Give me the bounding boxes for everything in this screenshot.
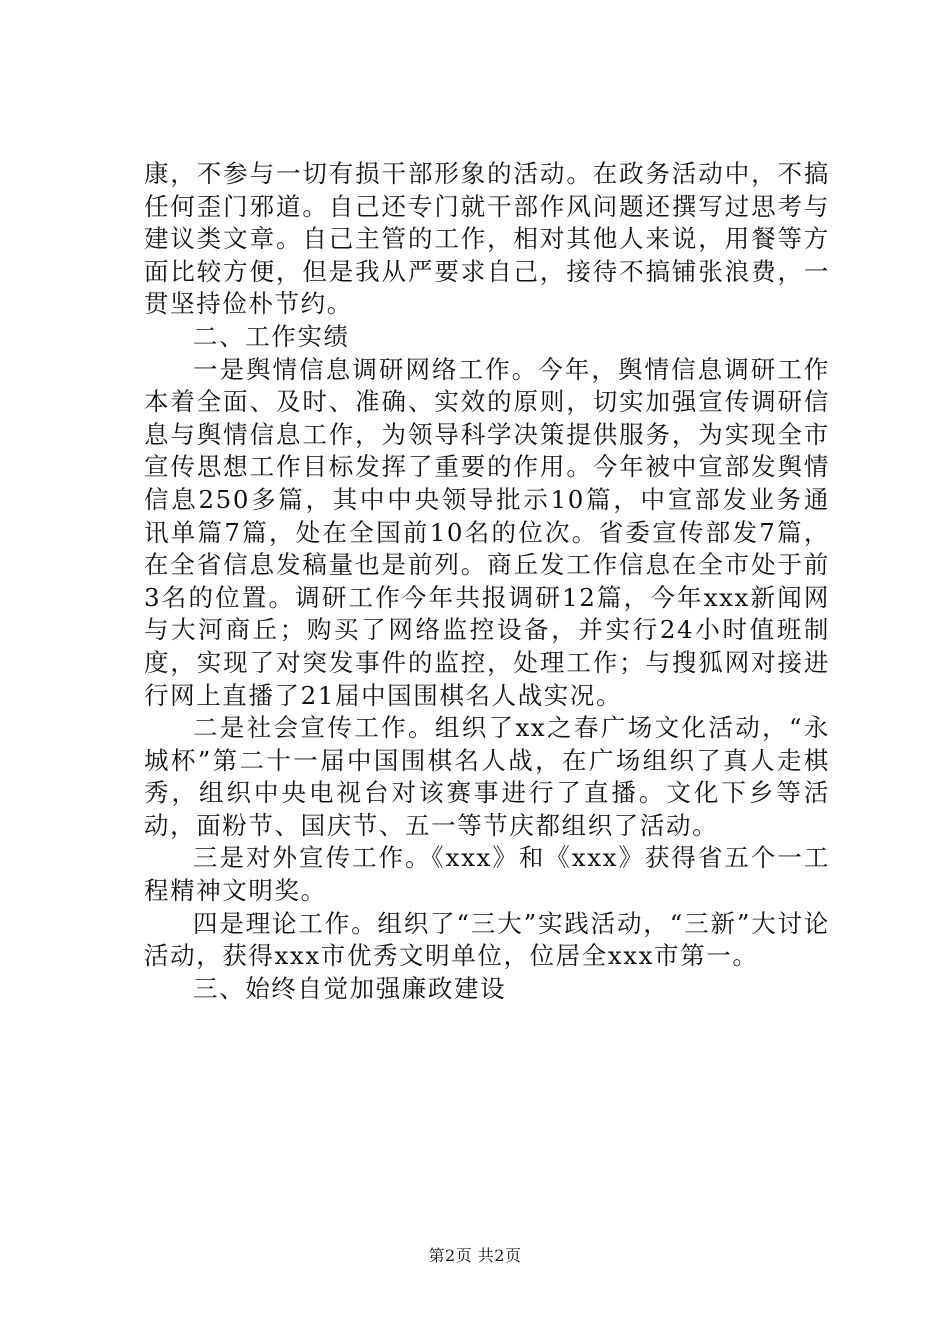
paragraph-social-publicity-work: 二是社会宣传工作。组织了xx之春广场文化活动，“永城杯”第二十一届中国围棋名人战，在广场组织了真人走棋秀，组织中央电视台对该赛事进行了直播。文化下乡等活动，面粉节、国庆节、五一等节庆都组织了活动。 [144, 713, 830, 840]
paragraph-continuation: 康，不参与一切有损干部形象的活动。在政务活动中，不搞任何歪门邪道。自己还专门就干部作风问题还撰写过思考与建议类文章。自己主管的工作，相对其他人来说，用餐等方面比较方便，但是我从严要求自己，接待不搞铺张浪费，一贯坚持俭朴节约。 [144, 159, 830, 319]
paragraph-external-publicity-work: 三是对外宣传工作。《xxx》和《xxx》获得省五个一工程精神文明奖。 [144, 843, 830, 906]
section-heading-integrity-building: 三、始终自觉加强廉政建设 [193, 973, 507, 1003]
document-body [144, 158, 830, 1005]
section-heading-work-achievements: 二、工作实绩 [193, 321, 350, 351]
paragraph-theory-work: 四是理论工作。组织了“三大”实践活动，“三新”大讨论活动，获得xxx市优秀文明单位，位居全xxx市第一。 [144, 908, 830, 971]
page-footer: 第2页 共2页 [428, 1246, 522, 1265]
paragraph-public-opinion-work: 一是舆情信息调研网络工作。今年，舆情信息调研工作本着全面、及时、准确、实效的原则，切实加强宣传调研信息与舆情信息工作，为领导科学决策提供服务，为实现全市宣传思想工作目标发挥了重要的作用。今年被中宣部发舆情信息250多篇，其中中央领导批示10篇，中宣部发业务通讯单篇7篇，处在全国前10名的位次。省委宣传部发7篇，在全省信息发稿量也是前列。商丘发工作信息在全市处于前3名的位置。调研工作今年共报调研12篇，今年xxx新闻网与大河商丘；购买了网络监控设备，并实行24小时值班制度，实现了对突发事件的监控，处理工作；与搜狐网对接进行网上直播了21届中国围棋名人战实况。 [144, 354, 830, 710]
